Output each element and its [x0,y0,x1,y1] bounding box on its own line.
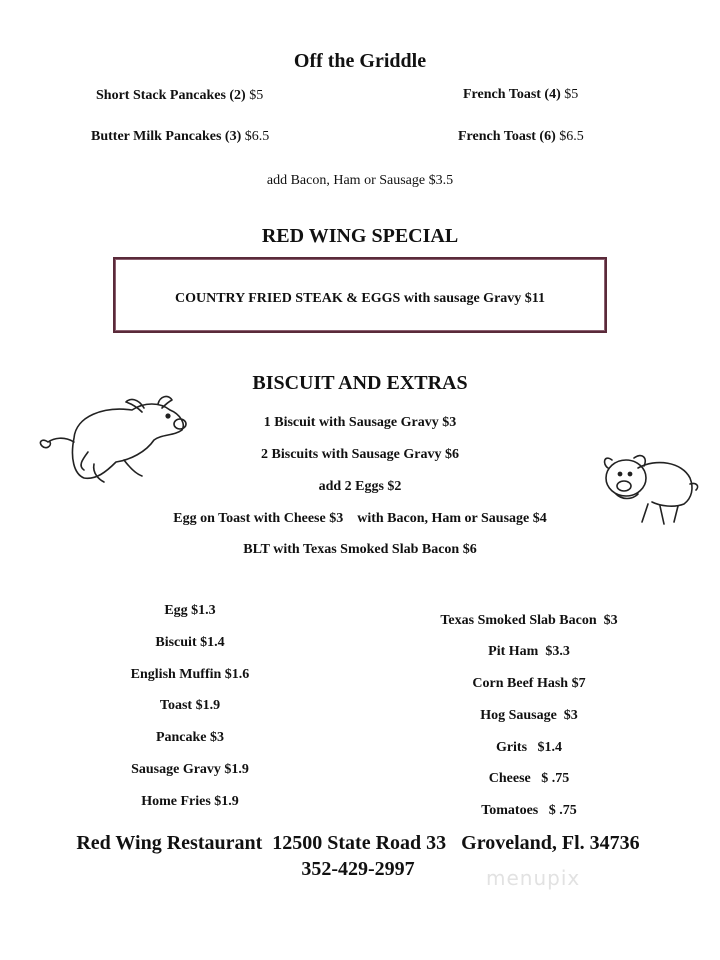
griddle-item-price: $6.5 [559,129,584,144]
pig-smiling-icon [598,448,702,528]
griddle-item-name: Short Stack Pancakes (2) [96,88,246,103]
biscuit-line: Egg on Toast with Cheese $3 with Bacon, Ham or Sausage $4 [173,511,547,526]
side-item-right: Cheese $ .75 [488,771,570,786]
griddle-item-name: Butter Milk Pancakes (3) [91,129,242,144]
griddle-item [96,88,263,104]
griddle-item-name: French Toast (4) [463,87,561,102]
side-item-left: Toast $1.9 [159,698,221,713]
side-item-right: Pit Ham $3.3 [488,644,570,659]
footer-phone: 352-429-2997 [301,858,415,880]
side-item-left: Biscuit $1.4 [155,635,225,650]
side-item-left: Sausage Gravy $1.9 [131,762,249,777]
biscuit-line: 2 Biscuits with Sausage Gravy $6 [261,447,459,462]
footer-address: Red Wing Restaurant 12500 State Road 33 Groveland, Fl. 34736 [76,832,640,854]
biscuit-line: add 2 Eggs $2 [318,479,402,494]
biscuits-title: BISCUIT AND EXTRAS [252,372,468,394]
side-item-right: Tomatoes $ .75 [481,803,577,818]
watermark: menupix [486,866,581,890]
special-text: COUNTRY FRIED STEAK & EGGS with sausage Gravy $11 [174,291,546,306]
side-item-left: Home Fries $1.9 [141,794,239,809]
side-item-left: Egg $1.3 [164,603,216,618]
side-item-right: Grits $1.4 [495,740,563,755]
griddle-addon: add Bacon, Ham or Sausage $3.5 [266,173,454,188]
side-item-right: Hog Sausage $3 [480,708,578,723]
special-title: RED WING SPECIAL [261,225,459,247]
biscuit-line: BLT with Texas Smoked Slab Bacon $6 [243,542,477,557]
griddle-item [458,129,584,145]
griddle-item-price: $6.5 [244,129,270,144]
side-item-right: Corn Beef Hash $7 [472,676,586,691]
biscuit-line: 1 Biscuit with Sausage Gravy $3 [263,415,457,430]
griddle-title: Off the Griddle [293,50,427,72]
griddle-item [463,87,578,103]
griddle-item-price: $5 [564,87,579,102]
side-item-left: Pancake $3 [155,730,225,745]
griddle-item [91,129,269,145]
griddle-item-price: $5 [249,88,264,103]
pig-running-icon [34,390,190,490]
griddle-item-name: French Toast (6) [458,129,556,144]
side-item-right: Texas Smoked Slab Bacon $3 [440,613,618,628]
side-item-left: English Muffin $1.6 [130,667,250,682]
